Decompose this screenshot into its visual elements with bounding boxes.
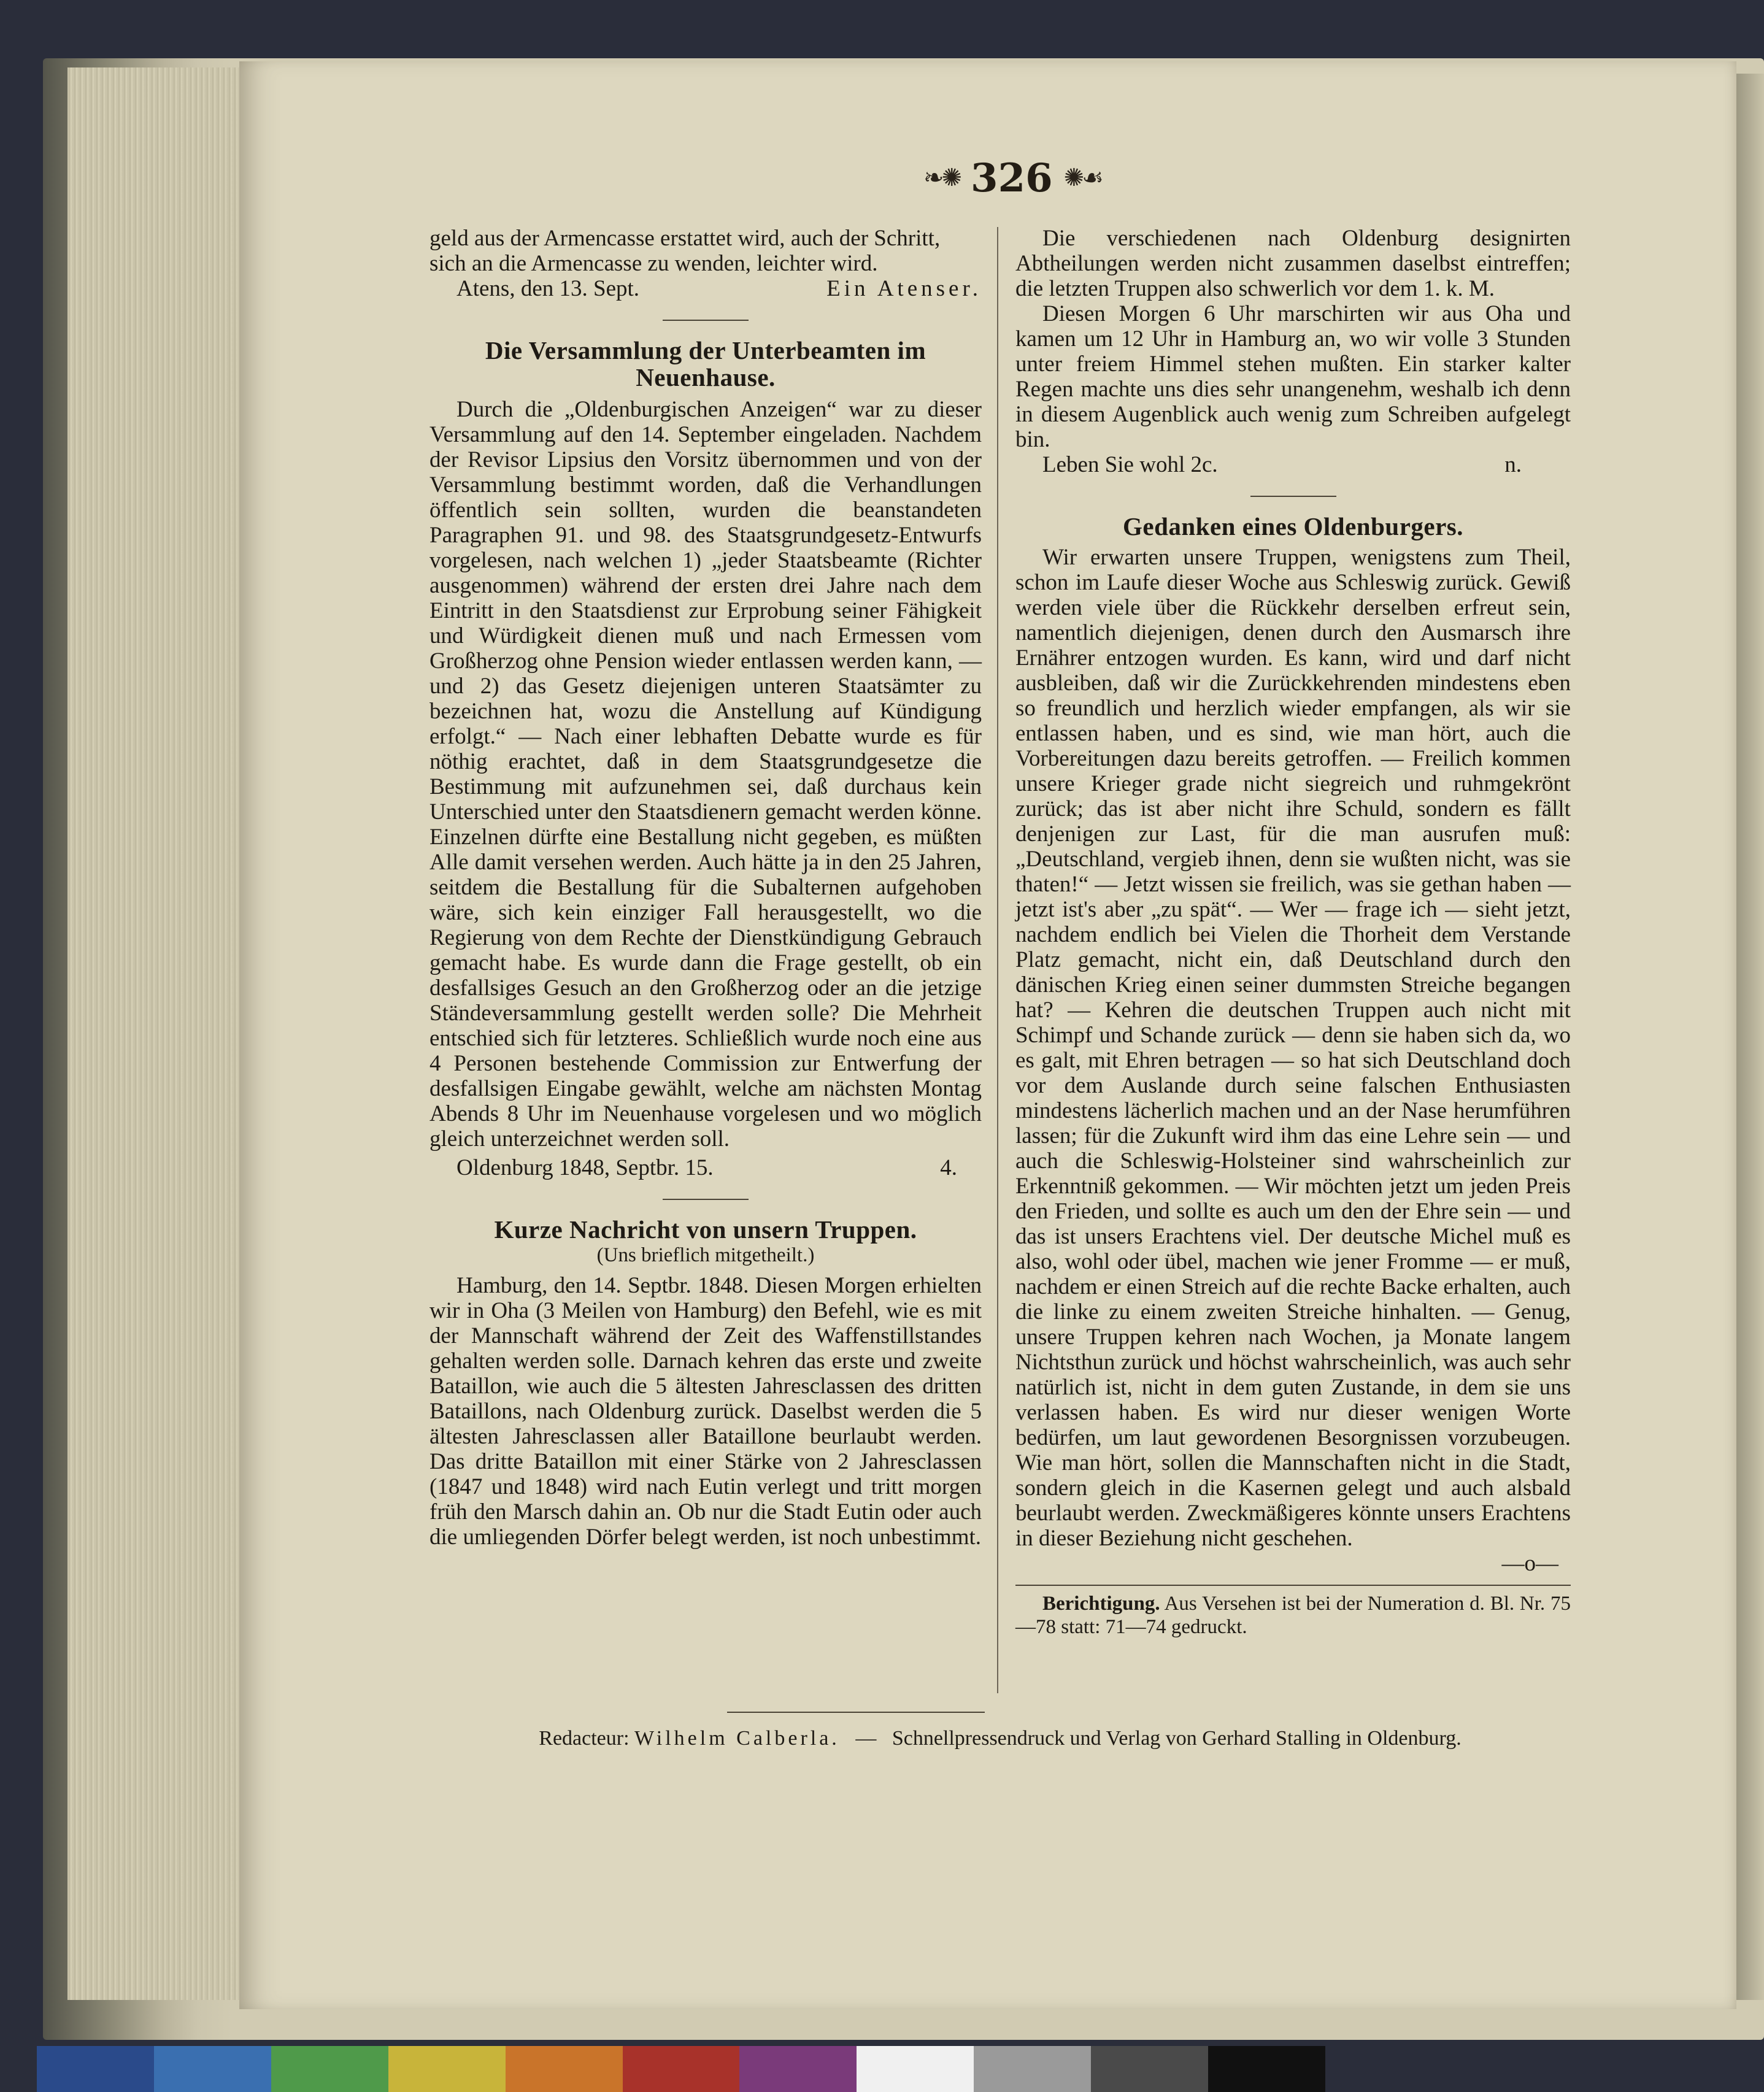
article-3-body: Wir erwarten unsere Truppen, wenigstens zum Theil, schon im Laufe dieser Woche aus Schleswig zurück. Gewiß werden viele über die Rückkehr derselben erfreut sein, namentlich diejenigen, denen durch den Ausmarsch ihre Ernährer entzogen wurden. Es kann, wird und darf nicht ausbleiben, daß wir die Zurückkehrenden mindestens eben so freundlich und herzlich wieder empfangen, als wir sie entlassen haben, und es sind, wie man hört, auch die Vorbereitungen dazu bereits getroffen. — Freilich kommen unsere Krieger grade nicht siegreich und ruhmgekrönt zurück; das ist aber nicht ihre Schuld, sondern es fällt denjenigen zur Last, für die man ausrufen muß: „Deutschland, vergieb ihnen, denn sie wußten nicht, was sie thaten!“ — Jetzt wissen sie freilich, was sie gethan haben — jetzt ist's aber „zu spät“. — Wer — frage ich — sieht jetzt, nachdem endlich bei Vielen die Thorheit dem Verstande Platz gemacht, nicht ein, daß Deutschland durch den dänischen Krieg einen seiner dummsten Streiche begangen hat? — Kehren die deutschen Truppen auch nicht mit Schimpf und Schande zurück — denn sie haben sich da, wo es galt, mit Ehren betragen — so hat sich Deutschland doch vor dem Auslande durch seine falschen Enthusiasten mindestens lächerlich machen und an der Nase herumführen lassen; für die Zukunft wird ihm das eine Lehre sein — und auch die Schleswig-Holsteiner sind wahrscheinlich zur Erkenntniß gekommen. — Wir möchten jetzt um jeden Preis den Frieden, und sollte es auch um den der Ehre sein — und das ist unsers Erachtens viel. Der deutsche Michel muß es also, wohl oder übel, machen wie jener Fromme — er muß, nachdem er einen Streich auf die rechte Backe erhalten, auch die linke zu einem zweiten Streiche hinhalten. — Genug, unsere Truppen kehren nach Wochen, ja Monate langem Nichtsthun zurück und höchst wahrscheinlich, was auch sehr natürlich ist, nicht in dem guten Zustande, in dem sie uns verlassen haben. Es wird nur dieser wenigen Worte bedürfen, um laut gewordenen Besorgnissen vorzubeugen. Wie man hört, sollen die Mannschaften nicht in die Stadt, sondern gleich in die Kasernen gelegt und auch alsbald beurlaubt werden. Zweckmäßigeres könnte unsers Erachtens in dieser Beziehung nicht geschehen. — [1015, 545, 1571, 1551]
page-edges — [67, 67, 245, 2000]
article-1-signature-line — [429, 1155, 982, 1180]
continuation-paragraph-2: Diesen Morgen 6 Uhr marschirten wir aus Oha und kamen um 12 Uhr in Hamburg an, wo wir volle 3 Stunden unter freiem Himmel stehen mußten. Ein starker kalter Regen machte uns dies sehr unangenehm, weshalb ich denn in diesem Augenblick auch wenig zum Schreiben aufgelegt bin. — [1015, 301, 1571, 452]
continuation-signature: n. — [1504, 452, 1522, 477]
printer-imprint: Schnellpressendruck und Verlag von Gerhard Stalling in Oldenburg. — [892, 1727, 1462, 1750]
page-header — [859, 153, 1166, 202]
correction-notice — [1015, 1592, 1571, 1639]
article-1-place-date: Oldenburg 1848, Septbr. 15. — [456, 1155, 714, 1180]
left-ornament-icon: ❧✺ — [923, 164, 960, 192]
footer-rule — [727, 1712, 985, 1713]
editor-label: Redacteur: — [539, 1727, 630, 1750]
separator-rule — [663, 320, 749, 321]
intro-line-1: geld aus der Armencasse erstattet wird, auch der Schritt, — [429, 226, 941, 251]
correction-label: Berichtigung. — [1042, 1593, 1160, 1615]
separator-rule — [1250, 496, 1336, 497]
left-column — [429, 226, 982, 1550]
correction-text: Aus Versehen ist bei der Numeration d. Bl. Nr. 75—78 statt: 71—74 gedruckt. — [1015, 1593, 1571, 1638]
article-2-title: Kurze Nachricht von unsern Truppen. — [494, 1215, 917, 1244]
color-calibration-bar — [37, 2046, 1325, 2092]
article-2-body: Hamburg, den 14. Septbr. 1848. Diesen Morgen erhielten wir in Oha (3 Meilen von Hamburg) den Befehl, wie es mit der Mannschaft während der Zeit des Waffenstillstandes gehalten werden solle. Darnach kehren das erste und zweite Bataillon, wie auch die 5 ältesten Jahresclassen des dritten Bataillons, nach Oldenburg zurück. Daselbst werden die 5 ältesten Jahresclassen aller Bataillone beurlaubt werden. Das dritte Bataillon mit einer Stärke von 2 Jahresclassen (1847 und 1848) wird nach Eutin verlegt und tritt morgen früh den Marsch dahin an. Ob nur die Stadt Eutin oder auch die umliegenden Dörfer belegt werden, ist noch unbestimmt. — [429, 1273, 982, 1550]
separator-rule — [663, 1199, 749, 1200]
intro-place-date: Atens, den 13. Sept. — [456, 276, 640, 301]
continuation-closing: Leben Sie wohl 2c. — [1042, 452, 1218, 477]
editor-name: Wilhelm Calberla. — [634, 1727, 840, 1750]
article-1-title: Die Versammlung der Unterbeamten im Neuenhause. — [485, 336, 926, 391]
footer-dash: — — [855, 1727, 877, 1750]
article-1-signature: 4. — [940, 1155, 957, 1180]
right-ornament-icon: ✺☙ — [1063, 164, 1101, 192]
article-3-title: Gedanken eines Oldenburgers. — [1122, 512, 1464, 540]
article-1-body: Durch die „Oldenburgischen Anzeigen“ war zu dieser Versammlung auf den 14. September eingeladen. Nachdem der Revisor Lipsius den Vorsitz übernommen und von der Versammlung bestimmt worden, daß die Verhandlungen öffentlich sein sollten, wurden die beanstandeten Paragraphen 91. und 98. des Staatsgrundgesetz-Entwurfs vorgelesen, nach welchen 1) „jeder Staatsbeamte (Richter ausgenommen) während der ersten drei Jahre nach dem Eintritt in den Staatsdienst zur Erprobung seiner Fähigkeit und Würdigkeit dienen muß und nach Ermessen vom Großherzog ohne Pension wieder entlassen werden kann, — und 2) das Gesetz diejenigen unteren Staatsämter zu bezeichnen hat, wozu die Anstellung auf Kündigung erfolgt.“ — Nach einer lebhaften Debatte wurde es für nöthig erachtet, daß in dem Staatsgrundgesetze die Bestimmung mit aufzunehmen sei, daß durchaus kein Unterschied unter den Staatsdienern gemacht werden könne. Einzelnen dürfte eine Bestallung nicht gegeben, es müßten Alle damit versehen werden. Auch hätte ja in den 25 Jahren, seitdem die Bestallung für die Subalternen aufgehoben wäre, sich kein einziger Fall herausgestellt, wo die Regierung von dem Rechte der Dienstkündigung Gebrauch gemacht habe. Es wurde dann die Frage gestellt, ob ein desfallsiges Gesuch an den Großherzog oder an die jetzige Ständeversammlung gestellt werden solle? Die Mehrheit entschied sich für letzteres. Schließlich wurde noch eine aus 4 Personen bestehende Commission zur Entwerfung der desfallsigen Eingabe gewählt, welche am nächsten Montag Abends 8 Uhr im Neuenhause vorgelesen und wo möglich gleich unterzeichnet werden soll. — [429, 397, 982, 1152]
intro-signature: Ein Atenser. — [826, 276, 982, 301]
imprint-footer — [423, 1727, 1577, 1750]
column-divider — [997, 227, 998, 1693]
intro-line-2: sich an die Armencasse zu wenden, leichter wird. — [429, 251, 878, 276]
article-2-subtitle: (Uns brieflich mitgetheilt.) — [596, 1244, 815, 1266]
article-3-signature: —o— — [1501, 1551, 1558, 1576]
intro-signature-line — [429, 276, 982, 301]
continuation-closing-line — [1015, 452, 1571, 477]
page-number: 326 — [971, 155, 1053, 201]
correction-rule — [1015, 1585, 1571, 1586]
continuation-paragraph-1: Die verschiedenen nach Oldenburg designirten Abtheilungen werden nicht zusammen daselbst eintreffen; die letzten Truppen also schwerlich vor dem 1. k. M. — [1015, 226, 1571, 301]
right-column — [1015, 226, 1571, 1639]
